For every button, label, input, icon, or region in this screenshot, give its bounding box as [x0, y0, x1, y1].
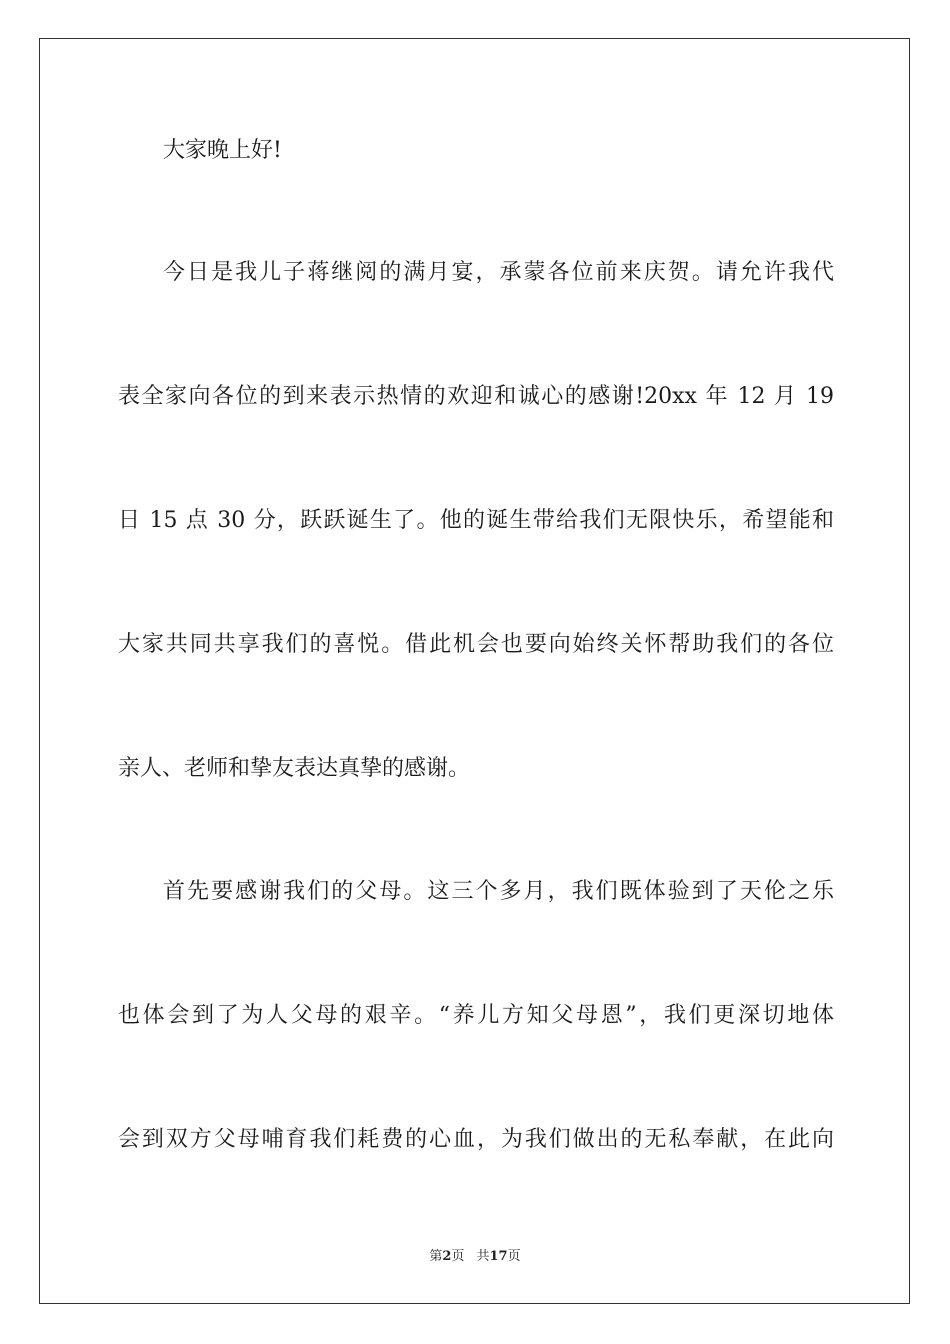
- page-number-label: 第2页: [429, 1249, 465, 1264]
- paragraph-line: 会到双方父母哺育我们耗费的心血，为我们做出的无私奉献，在此向: [118, 1127, 834, 1152]
- page-footer: [0, 1248, 950, 1266]
- paragraph-line: 日 15 点 30 分，跃跃诞生了。他的诞生带给我们无限快乐，希望能和: [118, 508, 834, 533]
- total-pages-label: 共17页: [476, 1249, 521, 1264]
- paragraph-greeting-line: 大家晚上好!: [163, 138, 282, 163]
- paragraph-line: 首先要感谢我们的父母。这三个多月，我们既体验到了天伦之乐: [163, 879, 834, 904]
- page-border: [39, 38, 910, 1304]
- paragraph-line: 也体会到了为人父母的艰辛。“养儿方知父母恩”，我们更深切地体: [118, 1003, 834, 1028]
- paragraph-line: 今日是我儿子蒋继阅的满月宴，承蒙各位前来庆贺。请允许我代: [163, 260, 834, 285]
- paragraph-line: 亲人、老师和挚友表达真挚的感谢。: [118, 756, 471, 781]
- paragraph-line: 大家共同共享我们的喜悦。借此机会也要向始终关怀帮助我们的各位: [118, 632, 834, 657]
- paragraph-line: 表全家向各位的到来表示热情的欢迎和诚心的感谢!20xx 年 12 月 19: [118, 384, 834, 409]
